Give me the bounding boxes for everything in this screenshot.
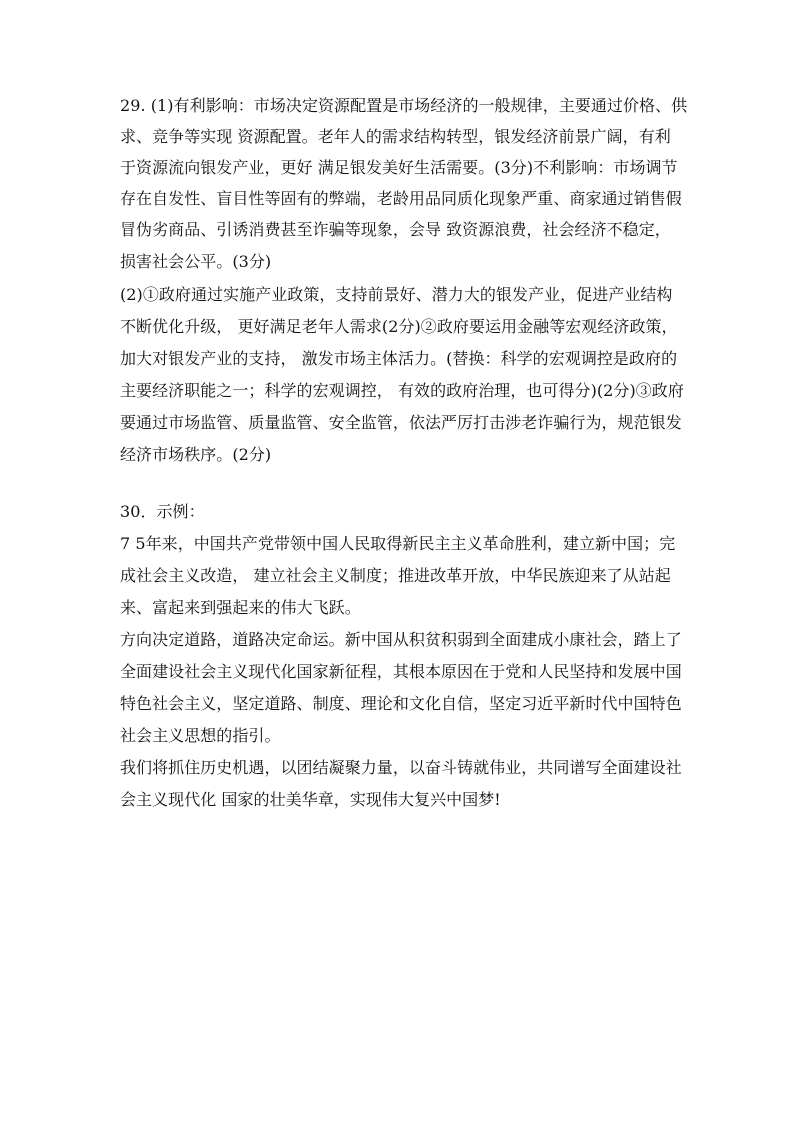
answer-30-line: 来、富起来到强起来的伟大飞跃。 bbox=[120, 598, 361, 617]
answer-30-heading: 30．示例： bbox=[120, 502, 205, 521]
answer-29-line: 损害社会公平。(3分) bbox=[120, 252, 272, 271]
answer-30-line: 7 5年来，中国共产党带领中国人民取得新民主主义革命胜利，建立新中国；完 bbox=[120, 534, 676, 553]
answer-30-line: 特色社会主义，坚定道路、制度、理论和文化自信，坚定习近平新时代中国特色 bbox=[120, 694, 682, 713]
answer-30-line: 成社会主义改造， 建立社会主义制度；推进改革开放，中华民族迎来了从站起 bbox=[120, 566, 671, 585]
answer-29-line: 存在自发性、盲目性等固有的弊端，老龄用品同质化现象严重、商家通过销售假 bbox=[120, 189, 682, 208]
answer-30-line: 社会主义思想的指引。 bbox=[120, 726, 281, 745]
answer-29-line: 要通过市场监管、质量监管、安全监管，依法严厉打击涉老诈骗行为，规范银发 bbox=[120, 413, 682, 432]
answer-29-line: 于资源流向银发产业，更好 满足银发美好生活需要。(3分)不利影响：市场调节 bbox=[120, 158, 678, 177]
answer-30-line: 方向决定道路，道路决定命运。新中国从积贫积弱到全面建成小康社会，踏上了 bbox=[120, 630, 682, 649]
answer-29-line: 经济市场秩序。(2分) bbox=[120, 445, 272, 464]
answer-29-line: 加大对银发产业的支持， 激发市场主体活力。(替换：科学的宏观调控是政府的 bbox=[120, 349, 678, 368]
answer-30-line: 全面建设社会主义现代化国家新征程，其根本原因在于党和人民坚持和发展中国 bbox=[120, 662, 682, 681]
answer-29-line: (2)①政府通过实施产业政策，支持前景好、潜力大的银发产业，促进产业结构 bbox=[120, 285, 673, 304]
answer-29-line: 主要经济职能之一；科学的宏观调控， 有效的政府治理，也可得分)(2分)③政府 bbox=[120, 381, 684, 400]
answer-29-line: 求、竞争等实现 资源配置。老年人的需求结构转型，银发经济前景广阔，有利 bbox=[120, 127, 671, 146]
answer-29-line: 不断优化升级， 更好满足老年人需求(2分)②政府要运用金融等宏观经济政策， bbox=[120, 317, 678, 336]
answer-29-line: 29. (1)有利影响：市场决定资源配置是市场经济的一般规律，主要通过价格、供 bbox=[120, 96, 688, 115]
answer-30-line: 我们将抓住历史机遇，以团结凝聚力量，以奋斗铸就伟业，共同谱写全面建设社 bbox=[120, 758, 682, 777]
answer-30-line: 会主义现代化 国家的壮美华章，实现伟大复兴中国梦! bbox=[120, 790, 501, 809]
answer-29-line: 冒伪劣商品、引诱消费甚至诈骗等现象，会导 致资源浪费，社会经济不稳定， bbox=[120, 220, 671, 239]
